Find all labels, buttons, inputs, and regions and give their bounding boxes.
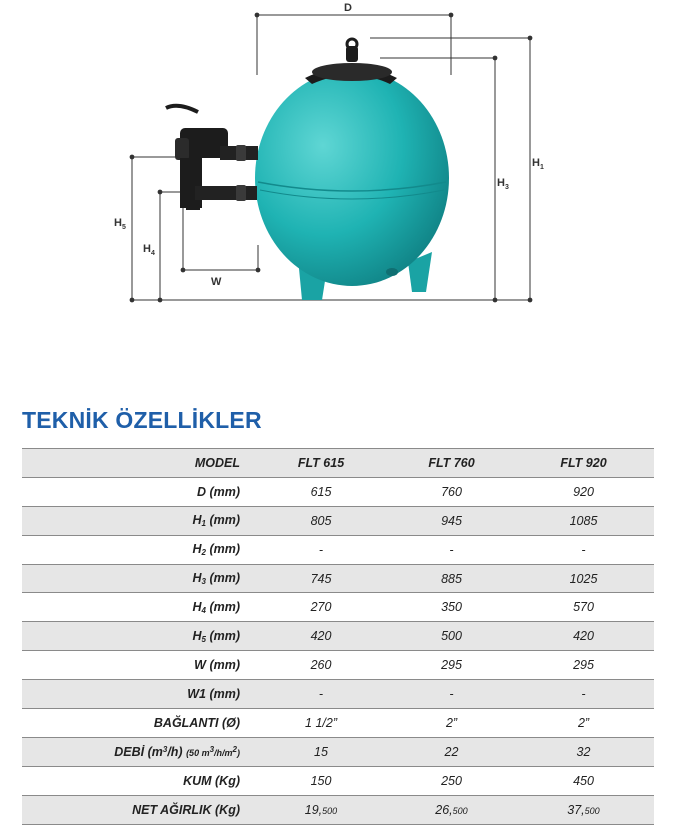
table-row bbox=[22, 651, 654, 680]
table-header-row bbox=[22, 449, 654, 478]
row-value: 1025 bbox=[513, 564, 654, 593]
column-header-model-name: FLT 760 bbox=[390, 449, 513, 478]
dimension-label-h3: $H_3$ bbox=[497, 177, 509, 191]
row-label: $H_5$ (mm) bbox=[22, 622, 252, 651]
row-value: - bbox=[513, 680, 654, 709]
table-row bbox=[22, 506, 654, 535]
table-row bbox=[22, 709, 654, 738]
row-value: - bbox=[513, 535, 654, 564]
row-value: 350 bbox=[390, 593, 513, 622]
column-header-model-name: FLT 615 bbox=[252, 449, 390, 478]
section-title: TEKNİK ÖZELLİKLER bbox=[22, 407, 262, 433]
row-value: 420 bbox=[513, 622, 654, 651]
row-value: 450 bbox=[513, 766, 654, 795]
column-header-model: MODEL bbox=[22, 449, 252, 478]
dimension-label-d: D bbox=[344, 2, 352, 14]
row-value: 260 bbox=[252, 651, 390, 680]
row-value: 270 bbox=[252, 593, 390, 622]
table-row bbox=[22, 593, 654, 622]
row-label: D (mm) bbox=[22, 477, 252, 506]
row-value: 745 bbox=[252, 564, 390, 593]
row-value: 805 bbox=[252, 506, 390, 535]
row-label: KUM (Kg) bbox=[22, 766, 252, 795]
row-value: 2” bbox=[390, 709, 513, 738]
row-value: 295 bbox=[390, 651, 513, 680]
row-value: 885 bbox=[390, 564, 513, 593]
row-value: 26,500 bbox=[390, 795, 513, 824]
row-value: 920 bbox=[513, 477, 654, 506]
row-value: 500 bbox=[390, 622, 513, 651]
row-value: - bbox=[252, 535, 390, 564]
row-value: 945 bbox=[390, 506, 513, 535]
dimension-label-h1: $H_1$ bbox=[532, 157, 544, 171]
row-value: - bbox=[252, 680, 390, 709]
dimension-label-h5: $H_5$ bbox=[114, 217, 126, 231]
row-label: $H_1$ (mm) bbox=[22, 506, 252, 535]
table-row bbox=[22, 564, 654, 593]
row-value: 295 bbox=[513, 651, 654, 680]
row-value: 615 bbox=[252, 477, 390, 506]
row-value: 37,500 bbox=[513, 795, 654, 824]
table-row bbox=[22, 535, 654, 564]
table-row bbox=[22, 622, 654, 651]
dimension-label-w: W bbox=[211, 276, 222, 288]
row-value: 22 bbox=[390, 737, 513, 766]
row-value: 570 bbox=[513, 593, 654, 622]
spec-table-body bbox=[22, 449, 654, 825]
row-label: DEBİ $(m^3/h)$ (50 $m^3/h/m^2$) bbox=[22, 737, 252, 766]
row-value: 32 bbox=[513, 737, 654, 766]
spec-table bbox=[22, 448, 654, 825]
row-value: 1085 bbox=[513, 506, 654, 535]
row-value: 250 bbox=[390, 766, 513, 795]
table-row bbox=[22, 737, 654, 766]
row-label: BAĞLANTI (Ø) bbox=[22, 709, 252, 738]
table-row bbox=[22, 680, 654, 709]
dimension-label-h4: $H_4$ bbox=[143, 243, 155, 257]
filter-dimension-diagram bbox=[0, 0, 683, 330]
row-value: 420 bbox=[252, 622, 390, 651]
row-value: 15 bbox=[252, 737, 390, 766]
row-value: 150 bbox=[252, 766, 390, 795]
row-value: 1 1/2” bbox=[252, 709, 390, 738]
row-label: NET AĞIRLIK (Kg) bbox=[22, 795, 252, 824]
row-value: - bbox=[390, 535, 513, 564]
row-label: $H_4$ (mm) bbox=[22, 593, 252, 622]
row-value: - bbox=[390, 680, 513, 709]
row-label: W (mm) bbox=[22, 651, 252, 680]
row-label: $H_2$ (mm) bbox=[22, 535, 252, 564]
row-value: 2” bbox=[513, 709, 654, 738]
row-value: 760 bbox=[390, 477, 513, 506]
row-label: W1 (mm) bbox=[22, 680, 252, 709]
table-row bbox=[22, 477, 654, 506]
table-row bbox=[22, 795, 654, 824]
column-header-model-name: FLT 920 bbox=[513, 449, 654, 478]
row-value: 19,500 bbox=[252, 795, 390, 824]
table-row bbox=[22, 766, 654, 795]
row-label: $H_3$ (mm) bbox=[22, 564, 252, 593]
